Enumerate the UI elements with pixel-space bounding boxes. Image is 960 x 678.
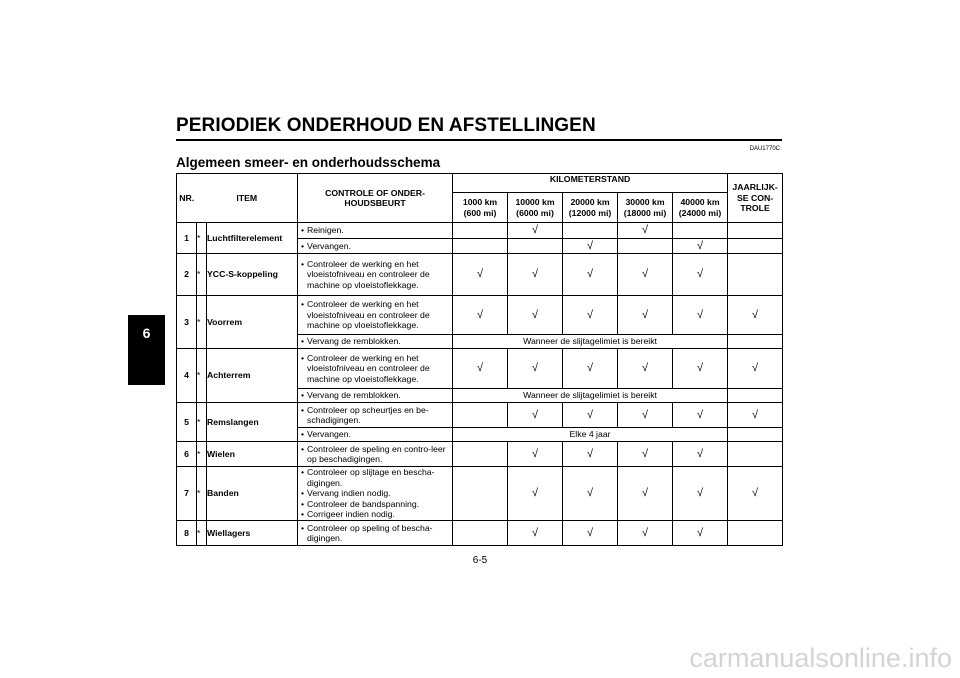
check-cell	[673, 223, 728, 239]
check-cell: √	[618, 349, 673, 389]
row-item: Banden	[207, 467, 298, 521]
check-cell: √	[508, 296, 563, 335]
check-cell: √	[618, 403, 673, 428]
table-row	[177, 349, 783, 389]
km-label: 30000 km	[625, 197, 665, 207]
mi-label: (600 mi)	[463, 207, 497, 218]
check-cell: √	[563, 442, 618, 467]
check-cell	[728, 442, 783, 467]
check-cell: √	[453, 254, 508, 296]
row-control-action	[298, 349, 453, 389]
row-control-action	[298, 467, 453, 521]
row-item: Wielen	[207, 442, 298, 467]
row-number: 5	[177, 403, 197, 442]
chapter-tab-label: 6	[142, 325, 151, 341]
action-item: • Vervang indien nodig.	[298, 488, 452, 499]
row-star: *	[197, 442, 207, 467]
check-cell: √	[563, 521, 618, 546]
header-km	[508, 193, 563, 223]
header-km	[453, 193, 508, 223]
check-cell	[618, 239, 673, 254]
row-number: 7	[177, 467, 197, 521]
header-km	[673, 193, 728, 223]
check-cell	[453, 239, 508, 254]
mi-label: (6000 mi)	[516, 207, 554, 218]
action-item: • Controleer op scheurtjes en be-schadigingen.	[298, 405, 452, 426]
row-number: 1	[177, 223, 197, 254]
action-item: • Controleer de bandspanning.	[298, 499, 452, 510]
check-cell	[453, 467, 508, 521]
row-control-action	[298, 223, 453, 239]
check-cell: √	[563, 254, 618, 296]
maintenance-schedule-table	[176, 173, 783, 546]
check-cell: √	[673, 239, 728, 254]
row-star: *	[197, 223, 207, 254]
check-cell: √	[728, 296, 783, 335]
row-item: Voorrem	[207, 296, 298, 349]
row-control-action	[298, 403, 453, 428]
mi-label: (12000 mi)	[568, 207, 612, 218]
action-item: • Vervang de remblokken.	[298, 390, 452, 401]
table-row	[177, 403, 783, 428]
check-cell: √	[728, 467, 783, 521]
row-item: Achterrem	[207, 349, 298, 403]
mi-label: (24000 mi)	[678, 207, 722, 218]
check-cell: √	[563, 239, 618, 254]
header-yearly-line2: SE CON-	[736, 192, 774, 203]
check-cell: √	[508, 349, 563, 389]
check-cell: √	[618, 467, 673, 521]
action-item: • Controleer de werking en het vloeistofniveau en controleer de machine op vloeistoflekkage.	[298, 299, 452, 331]
header-yearly-line1: JAARLIJK-	[732, 182, 778, 193]
row-control-action	[298, 239, 453, 254]
check-cell: √	[563, 349, 618, 389]
row-item: YCC-S-koppeling	[207, 254, 298, 296]
row-star: *	[197, 403, 207, 442]
header-nr: NR.	[177, 174, 197, 223]
header-km	[618, 193, 673, 223]
action-item: • Vervangen.	[298, 241, 452, 252]
action-item: • Controleer de werking en het vloeistofniveau en controleer de machine op vloeistoflekkage.	[298, 259, 452, 291]
check-cell	[728, 428, 783, 442]
check-cell: √	[618, 296, 673, 335]
km-label: 1000 km	[462, 197, 498, 207]
table-row	[177, 521, 783, 546]
interval-note: Elke 4 jaar	[453, 428, 728, 442]
table-row	[177, 296, 783, 335]
check-cell	[563, 223, 618, 239]
header-yearly	[728, 174, 783, 223]
check-cell: √	[728, 349, 783, 389]
row-number: 6	[177, 442, 197, 467]
row-item: Remslangen	[207, 403, 298, 442]
check-cell	[453, 223, 508, 239]
check-cell: √	[453, 349, 508, 389]
action-item: • Vervang de remblokken.	[298, 336, 452, 347]
row-control-action	[298, 442, 453, 467]
check-cell: √	[563, 467, 618, 521]
table-row	[177, 223, 783, 239]
row-star: *	[197, 521, 207, 546]
row-control-action	[298, 254, 453, 296]
section-title: Algemeen smeer- en onderhoudsschema	[176, 155, 441, 170]
check-cell	[453, 521, 508, 546]
row-star: *	[197, 296, 207, 349]
check-cell	[728, 335, 783, 349]
row-star: *	[197, 467, 207, 521]
check-cell	[453, 442, 508, 467]
check-cell: √	[618, 442, 673, 467]
table-row	[177, 442, 783, 467]
row-control-action	[298, 428, 453, 442]
check-cell: √	[618, 521, 673, 546]
row-item: Luchtfilterelement	[207, 223, 298, 254]
table-row	[177, 254, 783, 296]
action-item: • Vervangen.	[298, 429, 452, 440]
row-control-action	[298, 389, 453, 403]
row-star: *	[197, 349, 207, 403]
row-number: 8	[177, 521, 197, 546]
check-cell	[728, 521, 783, 546]
check-cell: √	[673, 403, 728, 428]
row-number: 3	[177, 296, 197, 349]
check-cell: √	[673, 349, 728, 389]
table-row	[177, 467, 783, 521]
header-control-line1: CONTROLE OF ONDER-	[325, 187, 425, 198]
check-cell: √	[673, 442, 728, 467]
title-rule	[176, 139, 782, 141]
check-cell	[728, 223, 783, 239]
chapter-tab	[128, 315, 165, 385]
km-label: 10000 km	[515, 197, 555, 207]
check-cell: √	[618, 223, 673, 239]
row-item: Wiellagers	[207, 521, 298, 546]
km-label: 20000 km	[570, 197, 610, 207]
interval-note: Wanneer de slijtagelimiet is bereikt	[453, 389, 728, 403]
row-star: *	[197, 254, 207, 296]
header-km	[563, 193, 618, 223]
check-cell: √	[453, 296, 508, 335]
check-cell: √	[673, 521, 728, 546]
check-cell: √	[508, 403, 563, 428]
row-control-action	[298, 521, 453, 546]
action-item: • Corrigeer indien nodig.	[298, 509, 452, 520]
check-cell: √	[618, 254, 673, 296]
check-cell: √	[508, 442, 563, 467]
check-cell: √	[508, 467, 563, 521]
check-cell: √	[673, 467, 728, 521]
mi-label: (18000 mi)	[623, 207, 667, 218]
header-yearly-line3: TROLE	[740, 203, 770, 214]
check-cell: √	[508, 521, 563, 546]
check-cell	[728, 389, 783, 403]
row-control-action	[298, 335, 453, 349]
row-control-action	[298, 296, 453, 335]
check-cell: √	[728, 403, 783, 428]
check-cell	[728, 254, 783, 296]
km-label: 40000 km	[680, 197, 720, 207]
check-cell	[728, 239, 783, 254]
schedule-body	[177, 223, 783, 546]
header-item: ITEM	[197, 174, 298, 223]
page-number: 6-5	[472, 555, 488, 566]
check-cell: √	[673, 296, 728, 335]
check-cell: √	[673, 254, 728, 296]
check-cell	[508, 239, 563, 254]
check-cell: √	[508, 223, 563, 239]
action-item: • Reinigen.	[298, 225, 452, 236]
check-cell: √	[563, 403, 618, 428]
action-item: • Controleer de werking en het vloeistofniveau en controleer de machine op vloeistoflekkage.	[298, 353, 452, 385]
row-number: 4	[177, 349, 197, 403]
watermark: carmanualsonline.info	[689, 643, 952, 673]
action-item: • Controleer op speling of bescha-digingen.	[298, 523, 452, 544]
check-cell: √	[508, 254, 563, 296]
row-number: 2	[177, 254, 197, 296]
document-code: DAU1770C	[749, 146, 780, 152]
action-item: • Controleer op slijtage en bescha-digingen.	[298, 467, 452, 488]
interval-note: Wanneer de slijtagelimiet is bereikt	[453, 335, 728, 349]
header-control	[298, 174, 453, 223]
header-kilometerstand: KILOMETERSTAND	[453, 174, 728, 193]
action-item: • Controleer de speling en contro-leer op beschadigingen.	[298, 444, 452, 465]
page-title: PERIODIEK ONDERHOUD EN AFSTELLINGEN	[176, 115, 596, 136]
check-cell	[453, 403, 508, 428]
header-control-line2: HOUDSBEURT	[344, 198, 406, 208]
check-cell: √	[563, 296, 618, 335]
